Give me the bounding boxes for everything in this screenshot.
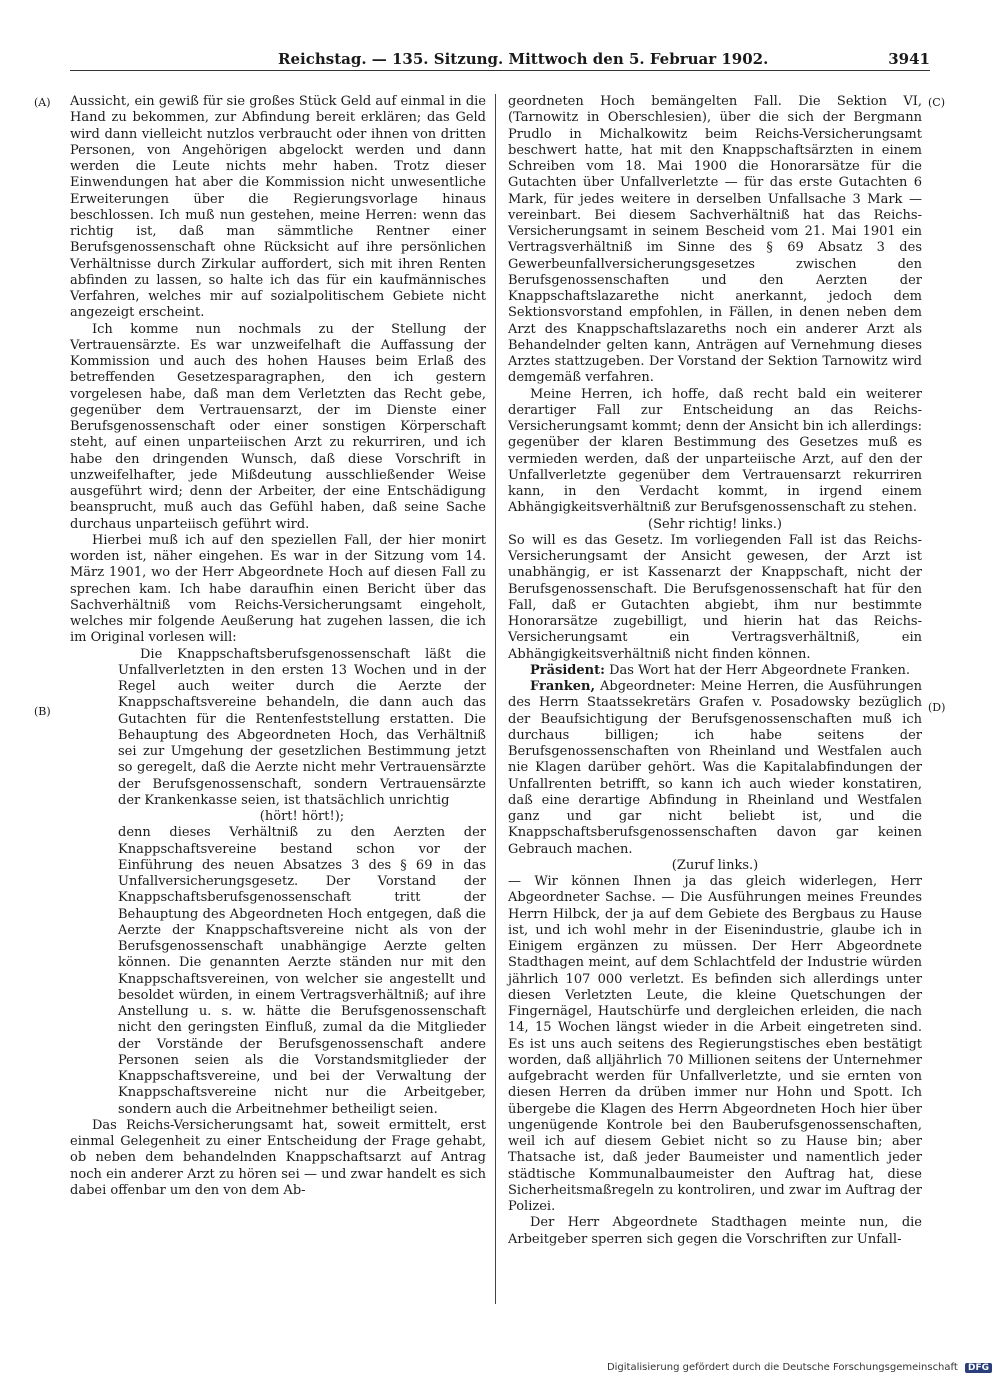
speaker-label: Präsident: [530,662,605,678]
paragraph: Aussicht, ein gewiß für sie großes Stück Geld auf einmal in die Hand zu bekommen, zur Abfindung bereit erklären; das Geld wird dann vielleicht nutzlos verbraucht oder ihnen von dritten Personen, von Angehörigen abgelockt werden und dann werden die Leute nichts mehr haben. Trotz dieser Einwendungen hat aber die Kommission nicht unwesentliche Erweiterungen über die Regierungsvorlage hinaus beschlossen. Ich muß nun gestehen, meine Herren: wenn das richtig ist, daß man sämmtliche Rentner einer Berufsgenossenschaft ohne Rücksicht auf ihre persönlichen Verhältnisse durch Zirkular auffordert, sich mit ihren Renten abfinden zu lassen, so halte ich das für ein kaufmännisches Verfahren, welches mir auf sozialpolitischem Gebiete nicht angezeigt erscheint. [70,94,486,321]
paragraph: So will es das Gesetz. Im vorliegenden Fall ist das Reichs-Versicherungsamt der Ansicht gewesen, der Arzt ist unabhängig, er ist Kassenarzt der Knappschaft, nicht der Berufsgenossenschaft. Die Berufsgenossenschaft hat für den Fall, daß er Gutachten abgiebt, ihm nur bestimmte Honorarsätze zugebilligt, und hierin hat das Reichs-Versicherungsamt ein Vertragsverhältniß, ein Abhängigkeitsverhältniß nicht finden können. [508,532,922,662]
footer [607,1362,992,1373]
left-column [70,94,486,1199]
header-title: Reichstag. — 135. Sitzung. Mittwoch den 5. Februar 1902. [278,50,769,68]
margin-marker-d: (D) [928,701,946,714]
running-header [70,50,930,74]
interjection: (hört! hört!); [259,809,345,824]
interjection: (Zuruf links.) [671,857,759,873]
header-rule [70,70,930,71]
president-statement [508,663,922,679]
paragraph: Meine Herren, ich hoffe, daß recht bald ein weiterer derartiger Fall zur Entscheidung an das Reichs-Versicherungsamt kommt; denn der Ansicht bin ich allerdings: gegenüber der klaren Bestimmung des Gesetzes muß es vermieden werden, daß der unparteiische Arzt, auf den der Unfallverletzte gegenüber dem Vertrauensarzt rekurriren kann, in den Verdacht kommt, in irgend einem Abhängigkeitsverhältniß zur Berufsgenossenschaft zu stehen. [508,386,922,516]
dfg-logo[interactable]: DFG [965,1363,992,1373]
footer-text: Digitalisierung gefördert durch die Deutsche Forschungsgemeinschaft [606,1362,958,1373]
column-divider [495,94,496,1304]
speech [508,679,922,858]
paragraph: Das Reichs-Versicherungsamt hat, soweit ermittelt, erst einmal Gelegenheit zu einer Entscheidung der Frage gehabt, ob neben dem behandelnden Knappschaftsarzt auf Antrag noch ein anderer Arzt zu hören sei — und zwar handelt es sich dabei offenbar um den von dem Ab- [70,1117,486,1198]
president-text: Das Wort hat der Herr Abgeordnete Franken. [609,662,910,678]
quoted-report: Die Knappschaftsberufsgenossenschaft läßt die Unfallverletzten in den ersten 13 Wochen und in der Regel auch weiter durch die Aerzte der Knappschaftsvereine behandeln, die dann auch das Gutachten für die Rentenfeststellung erstatten. Die Behauptung des Abgeordneten Hoch, das Verhältniß sei zur Umgehung der gesetzlichen Bestimmung jetzt so geregelt, daß die Aerzte nicht mehr Vertrauensärzte der Berufsgenossenschaft, sondern Vertrauensärzte der Krankenkasse seien, ist thatsächlich unrichtig [118,646,486,808]
paragraph: Hierbei muß ich auf den speziellen Fall, der hier monirt worden ist, näher eingehen. Es war in der Sitzung vom 14. März 1901, wo der Herr Abgeordnete Hoch auf diesen Fall zu sprechen kam. Ich habe daraufhin einen Bericht über das Sachverhältniß vom Reichs-Versicherungsamt eingeholt, welches mir folgende Aeußerung hat zugehen lassen, die ich im Original vorlesen will: [70,532,486,646]
speech-text: Abgeordneter: Meine Herren, die Ausführungen des Herrn Staatssekretärs Grafen v. Posadowsky bezüglich der Beaufsichtigung der Berufsgenossenschaften muß ich durchaus billigen; ich habe seitens der Berufsgenossenschaften von Rheinland und Westfalen auch nie Klagen darüber gehört. Was die Kapitalabfindungen der Unfallrenten betrifft, so kann ich auch wieder konstatiren, daß eine derartige Abfindung in Rheinland und Westfalen ganz und gar nicht beliebt ist, und die Knappschaftsberufsgenossenschaften davon gar keinen Gebrauch machen. [508,679,922,857]
margin-marker-a: (A) [34,96,51,109]
right-column [508,94,922,1248]
paragraph: — Wir können Ihnen ja das gleich widerlegen, Herr Abgeordneter Sachse. — Die Ausführungen meines Freundes Herrn Hilbck, der ja auf dem Gebiete des Bergbaus zu Hause ist, und ich wohl mehr in der Eisenindustrie, glaube ich in Einigem ergänzen zu müssen. Der Herr Abgeordnete Stadthagen meint, auf dem Schlachtfeld der Industrie würden jährlich 107 000 verletzt. Es befinden sich allerdings unter diesen Verletzten Leute, die kleine Quetschungen der Fingernägel, Hautschürfe und dergleichen erleiden, die nach 14, 15 Wochen längst wieder in die Arbeit eingetreten sind. Es ist uns auch seitens des Regierungstisches eben bestätigt worden, daß alljährlich 70 Millionen seitens der Unternehmer aufgebracht werden für Unfallverletzte, und sie ernten von diesen Herren da drüben immer nur Hohn und Spott. Ich übergebe die Klagen des Herrn Abgeordneten Hoch hier über ungenügende Kontrole bei den Bauberufsgenossenschaften, weil ich auf diesem Gebiet nicht so zu Hause bin; aber Thatsache ist, daß jeder Baumeister und namentlich jeder städtische Kommunalbaumeister den Auftrag hat, diese Sicherheitsmaßregeln zu kontroliren, und zwar im Auftrag der Polizei. [508,874,922,1214]
interjection: (Sehr richtig! links.) [648,516,782,532]
page-number: 3941 [888,50,930,68]
speaker-label: Franken, [530,679,595,694]
paragraph: geordneten Hoch bemängelten Fall. Die Sektion VI, (Tarnowitz in Oberschlesien), über die sich der Bergmann Prudlo in Michalkowitz beim Reichs-Versicherungsamt beschwert hatte, hat mit den Knappschaftsärzten in einem Schreiben vom 18. Mai 1900 die Honorarsätze für die Gutachten über Unfallverletzte — für das erste Gutachten 6 Mark, für jedes weitere in derselben Unfallsache 3 Mark — vereinbart. Bei diesem Sachverhältniß hat das Reichs-Versicherungsamt in seinem Bescheid vom 21. Mai 1901 ein Vertragsverhältniß im Sinne des § 69 Absatz 3 des Gewerbeunfallversicherungsgesetzes zwischen den Berufsgenossenschaften und den Aerzten der Knappschaftslazarethe nicht anerkannt, jedoch dem Sektionsvorstand empfohlen, in Fällen, in denen neben dem Arzt des Knappschaftslazareths noch ein anderer Arzt als Behandelnder gelten kann, Anträgen auf Vernehmung dieses Arztes stattzugeben. Der Vorstand der Sektion Tarnowitz wird demgemäß verfahren. [508,94,922,386]
margin-marker-c: (C) [928,96,945,109]
paragraph: Ich komme nun nochmals zu der Stellung der Vertrauensärzte. Es war unzweifelhaft die Auffassung der Kommission und auch des hohen Hauses beim Erlaß des betreffenden Gesetzesparagraphen, den ich gestern vorgelesen habe, daß man dem Verletzten das Recht gebe, gegenüber dem Vertrauensarzt, der im Dienste einer Berufsgenossenschaft oder einer sonstigen Körperschaft steht, auf einen unparteiischen Arzt zu rekurriren, und ich habe den dringenden Wunsch, daß diese Vorschrift in unzweifelhafter, jede Mißdeutung ausschließender Weise ausgeführt wird; denn der Arbeiter, der eine Entschädigung beansprucht, muß auch das Gefühl haben, daß seine Sache durchaus unparteiisch geführt wird. [70,321,486,532]
quoted-report: denn dieses Verhältniß zu den Aerzten der Knappschaftsvereine bestand schon vor der Einführung des neuen Absatzes 3 des § 69 in das Unfallversicherungsgesetz. Der Vorstand der Knappschaftsberufsgenossenschaft tritt der Behauptung des Abgeordneten Hoch entgegen, daß die Aerzte der Knappschaftsvereine nicht als von der Berufsgenossenschaft unabhängige Aerzte gelten können. Die genannten Aerzte ständen nur mit den Knappschaftsvereinen, von welcher sie angestellt und besoldet würden, in einem Vertragsverhältniß; auf ihre Anstellung u. s. w. hätte die Berufsgenossenschaft nicht den geringsten Einfluß, zumal da die Mitglieder der Vorstände der Berufsgenossenschaft andere Personen seien als die Vorstandsmitglieder der Knappschaftsvereine, und bei der Verwaltung der Knappschaftsvereine nicht nur die Arbeitgeber, sondern auch die Arbeitnehmer betheiligt seien. [118,825,486,1117]
paragraph: Der Herr Abgeordnete Stadthagen meinte nun, die Arbeitgeber sperren sich gegen die Vorschriften zur Unfall- [508,1215,922,1247]
margin-marker-b: (B) [34,705,51,718]
